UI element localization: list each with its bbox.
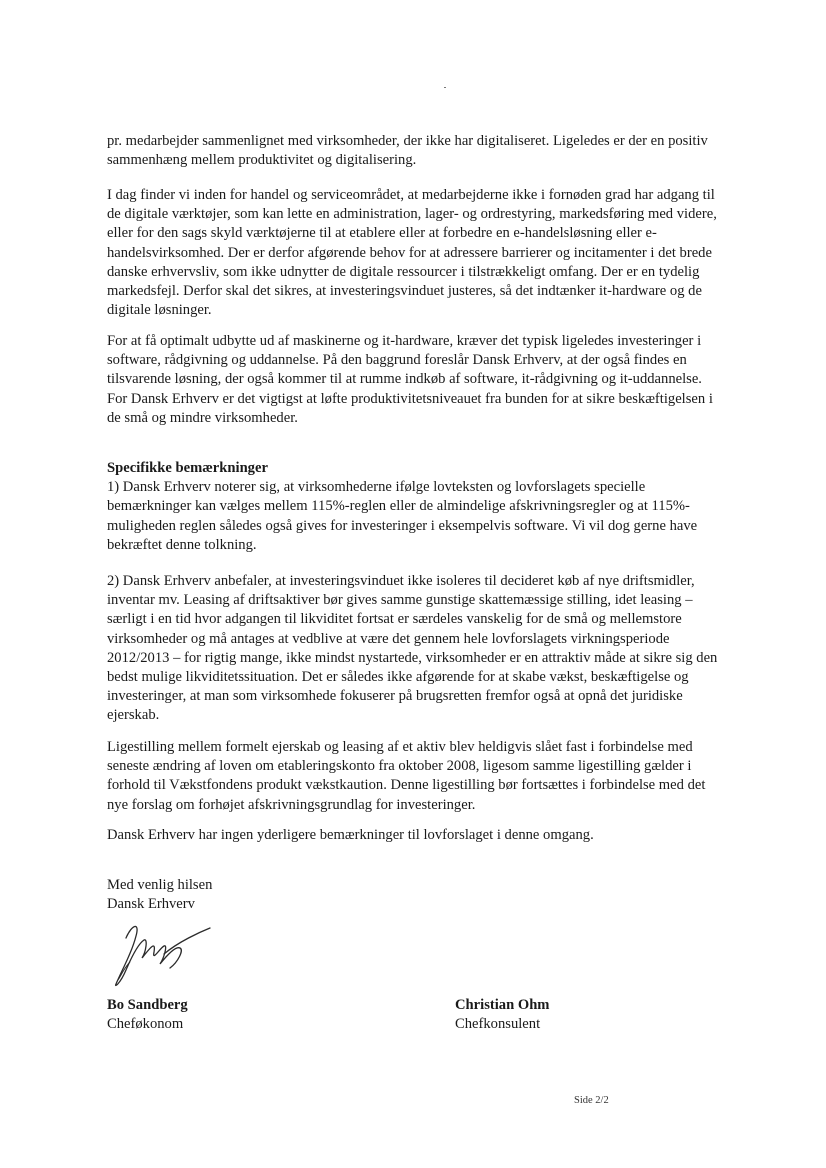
remark-3: Ligestilling mellem formelt ejerskab og leasing af et aktiv blev heldigvis slået fast i forbindelse med seneste ændring af loven om etableringskonto fra oktober 2008, ligesom samme ligestilling gælder i forhold til Vækstfondens produkt vækstkaution. Denne ligestilling bør fortsættes i forbindelse med det nye forslag om forhøjet afskrivningsgrundlag for investeringer. — [107, 739, 706, 813]
signer-title-2: Chefkonsulent — [455, 1016, 541, 1032]
signature-icon — [108, 918, 218, 992]
signer-name-1: Bo Sandberg — [107, 997, 188, 1013]
closing-org: Dansk Erhverv — [107, 896, 195, 913]
closing-block — [107, 876, 723, 914]
body-paragraph-3: For at få optimalt udbytte ud af maskinerne og it-hardware, kræver det typisk ligeledes investeringer i software, rådgivning og uddannelse. På den baggrund foreslår Dansk Erhverv, at der også findes en tilsvarende løsning, der også kommer til at rumme indkøb af software, it-rådgivning og it-uddannelse. For Dansk Erhverv er det vigtigst at løfte produktivitetsniveauet fra bunden for at sikre beskæftigelsen i de små og mindre virksomheder. — [107, 333, 713, 426]
closing-greeting: Med venlig hilsen — [107, 877, 213, 893]
remark-4: Dansk Erhverv har ingen yderligere bemærkninger til lovforslaget i denne omgang. — [107, 827, 594, 843]
remark-2: 2) Dansk Erhverv anbefaler, at investeringsvinduet ikke isoleres til decideret køb af nye driftsmidler, inventar mv. Leasing af driftsaktiver bør gives samme gunstige skattemæssige stilling, idet leasing – særligt i en tid hvor adgangen til likviditet fortsat er særdeles vanskelig for de små og mellemstore virksomheder og må antages at vedblive at være det gennem hele lovforslagets virkningsperiode 2012/2013 – for rigtig mange, ikke mindst nystartede, virksomheder er en attraktiv måde at sikre sig den bedst mulige likviditetssituation. Det er således ikke afgørende for at skabe vækst, beskæftigelse og investeringer, at man som virksomhede fokuserer på brugsretten fremfor også at opnå det juridiske ejerskab. — [107, 573, 718, 724]
signer-title-1: Cheføkonom — [107, 1016, 184, 1032]
section-heading: Specifikke bemærkninger — [107, 460, 268, 476]
body-paragraph-2: I dag finder vi inden for handel og serviceområdet, at medarbejderne ikke i fornøden grad har adgang til de digitale værktøjer, som kan lette en administration, lager- og ordrestyring, markedsføring med videre, eller for den sags skyld værktøjerne til at etablere eller at forbedre en e-handelsløsning eller e-handelsvirksomhed. Der er derfor afgørende behov for at adressere barrierer og incitamenter i det brede danske erhvervsliv, som ikke udnytter de digitale ressourcer i tilstrækkeligt omfang. Der er en tydelig markedsfejl. Derfor skal det sikres, at investeringsvinduet justeres, så det indtænker it-hardware og de digitale løsninger. — [107, 187, 717, 319]
scan-speck — [444, 87, 446, 88]
page-number: Side 2/2 — [574, 1095, 609, 1106]
body-paragraph-1: pr. medarbejder sammenlignet med virksomheder, der ikke har digitaliseret. Ligeledes er der en positiv sammenhæng mellem produktivitet og digitalisering. — [107, 133, 708, 169]
specific-remarks-section — [107, 459, 723, 555]
signer-name-2: Christian Ohm — [455, 997, 550, 1013]
remark-1: 1) Dansk Erhverv noterer sig, at virksomhederne ifølge lovteksten og lovforslagets specielle bemærkninger kan vælges mellem 115%-reglen eller de almindelige afskrivningsregler og at 115%-muligheden reglen således også gives for investeringer i eksempelvis software. Vi vil dog gerne have bekræftet denne tolkning. — [107, 479, 698, 553]
